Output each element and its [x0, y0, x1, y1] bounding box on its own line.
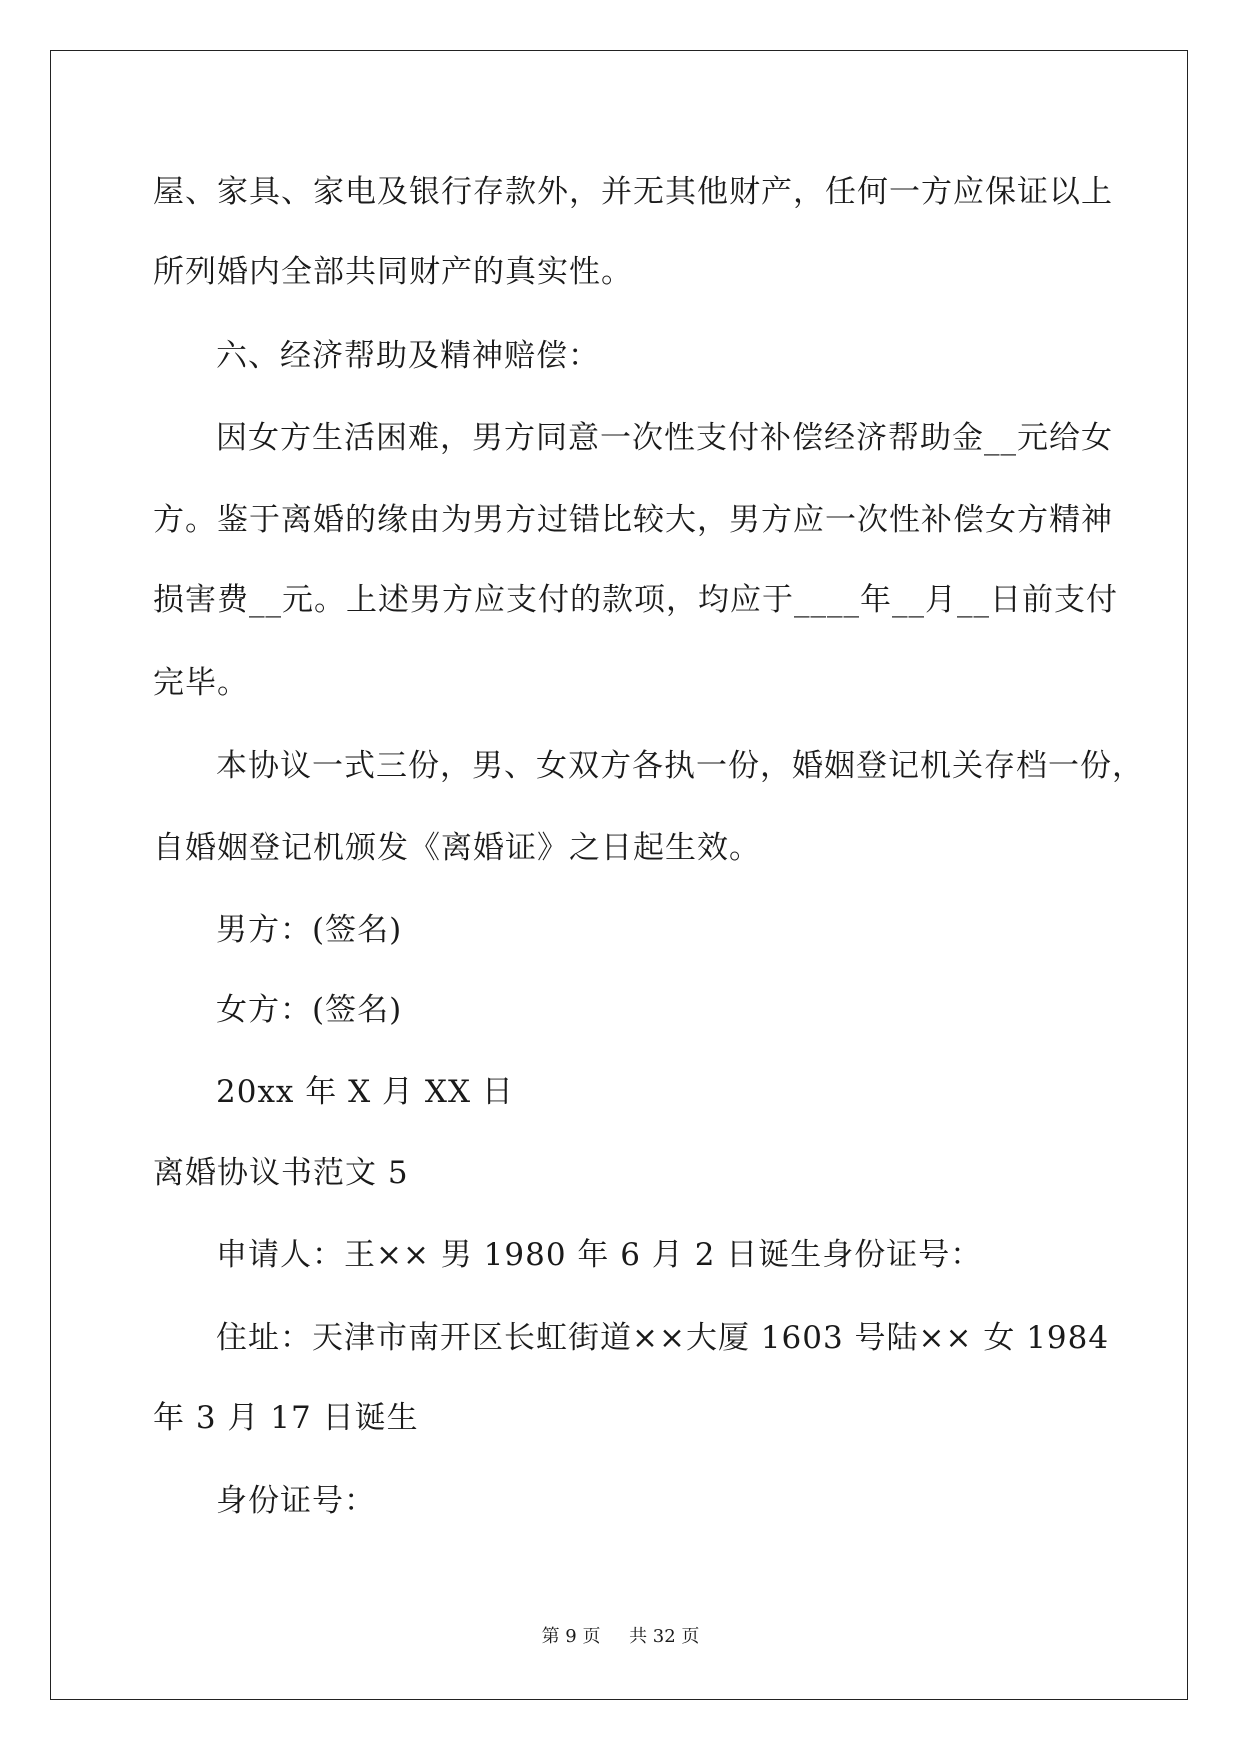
signature-male: 男方：(签名) — [216, 912, 403, 948]
body-line: 因女方生活困难，男方同意一次性支付补偿经济帮助金__元给女 — [216, 420, 1113, 456]
signature-female: 女方：(签名) — [216, 992, 403, 1028]
date-line: 20xx 年 X 月 XX 日 — [216, 1074, 514, 1110]
page-border — [50, 50, 1188, 1700]
body-line: 年 3 月 17 日诞生 — [153, 1400, 419, 1436]
body-line: 损害费__元。上述男方应支付的款项，均应于____年__月__日前支付 — [153, 582, 1118, 618]
body-line: 申请人：王×× 男 1980 年 6 月 2 日诞生身份证号： — [216, 1237, 983, 1273]
body-line: 完毕。 — [153, 665, 249, 701]
body-line: 自婚姻登记机颁发《离婚证》之日起生效。 — [153, 830, 761, 866]
body-line: 方。鉴于离婚的缘由为男方过错比较大，男方应一次性补偿女方精神 — [153, 502, 1113, 538]
page-footer — [0, 1622, 1241, 1648]
page-total: 共 32 页 — [629, 1626, 700, 1647]
page-number: 第 9 页 — [541, 1626, 601, 1647]
body-line: 身份证号： — [216, 1483, 376, 1519]
document-title: 离婚协议书范文 5 — [153, 1155, 409, 1191]
section-heading: 六、经济帮助及精神赔偿： — [216, 338, 600, 374]
body-line: 所列婚内全部共同财产的真实性。 — [153, 254, 633, 290]
body-line: 屋、家具、家电及银行存款外，并无其他财产，任何一方应保证以上 — [153, 174, 1113, 210]
body-line: 住址：天津市南开区长虹街道××大厦 1603 号陆×× 女 1984 — [216, 1320, 1110, 1356]
body-line: 本协议一式三份，男、女双方各执一份，婚姻登记机关存档一份， — [216, 748, 1144, 784]
